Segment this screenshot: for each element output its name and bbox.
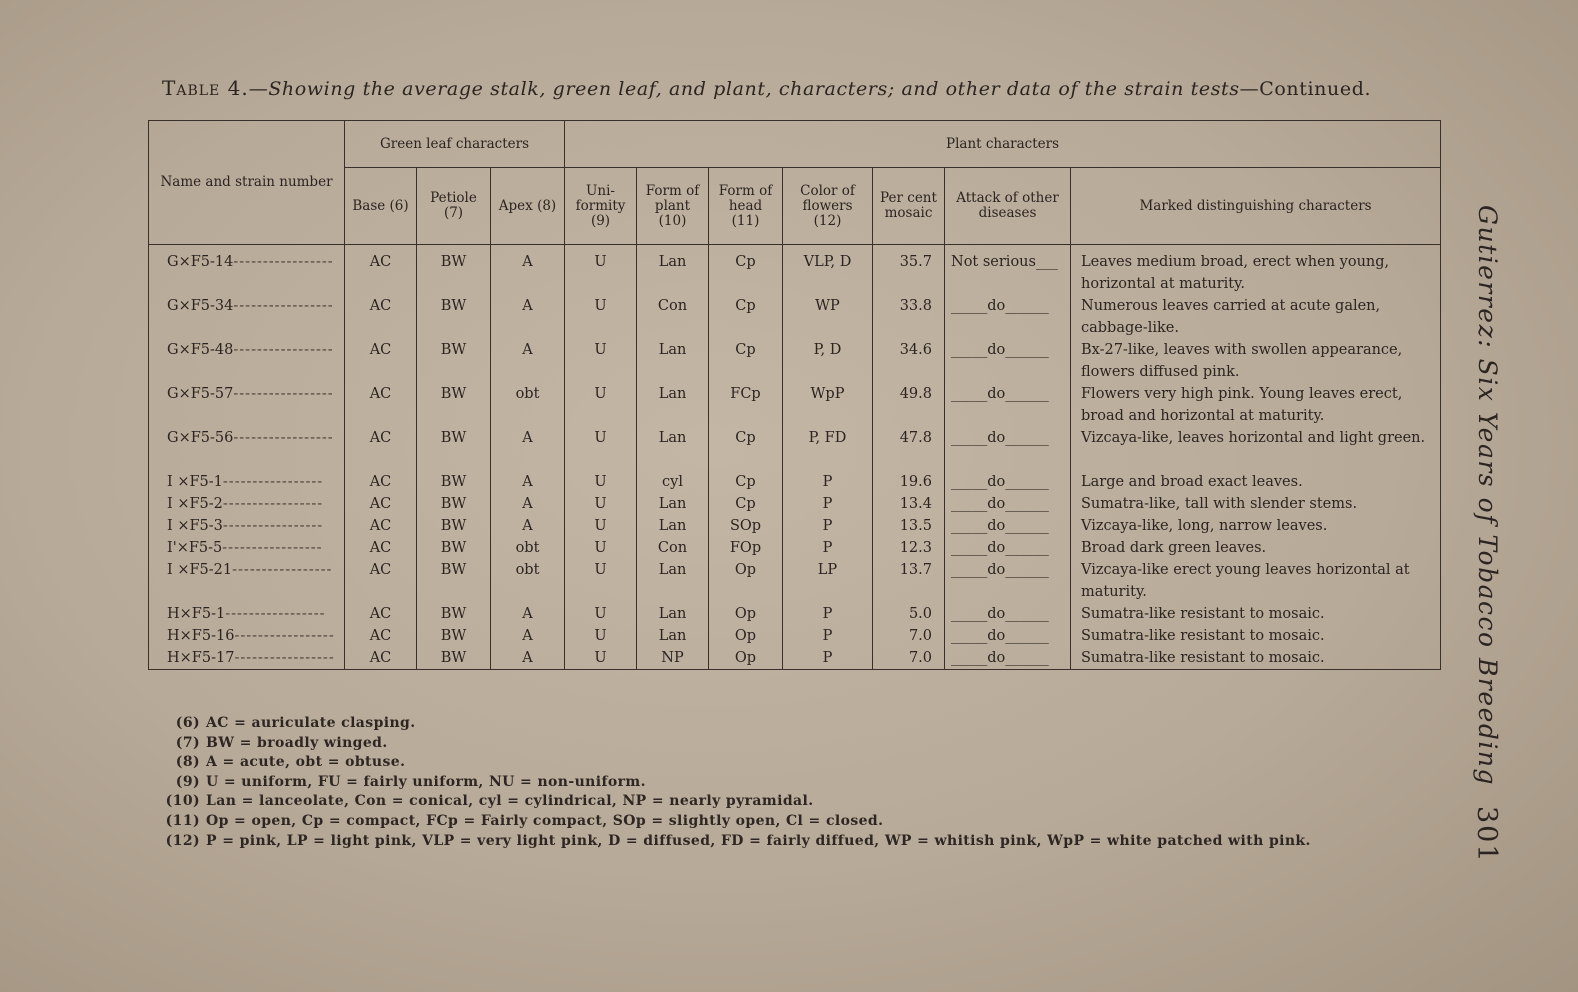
strain-table-wrapper xyxy=(148,120,1440,670)
cell-uniformity: U xyxy=(565,603,637,625)
table-row xyxy=(149,537,1441,559)
cell-attack: _____do______ xyxy=(945,537,1071,559)
cell-form-plant: Con xyxy=(637,537,709,559)
cell-name: I'×F5-5 ----- xyxy=(149,537,345,559)
footnote-text: Op = open, Cp = compact, FCp = Fairly compact, SOp = slightly open, Cl = closed. xyxy=(206,812,884,829)
cell-petiole: BW xyxy=(417,383,491,427)
cell-form-head: Cp xyxy=(709,493,783,515)
footnote xyxy=(160,812,1420,832)
cell-mosaic: 12.3 xyxy=(873,537,945,559)
cell-color: P xyxy=(783,603,873,625)
footnote-text: P = pink, LP = light pink, VLP = very light pink, D = diffused, FD = fairly diffued, WP = whitish pink, WpP = white patched with pink. xyxy=(206,832,1311,849)
cell-base: AC xyxy=(345,295,417,339)
cell-form-head: FOp xyxy=(709,537,783,559)
cell-name: G×F5-56 ----- xyxy=(149,427,345,471)
cell-marked: Numerous leaves carried at acute galen, cabbage-like. xyxy=(1071,295,1441,339)
cell-form-head: Cp xyxy=(709,427,783,471)
caption-lead: Table 4. xyxy=(162,76,249,100)
header-petiole: Petiole (7) xyxy=(417,168,491,245)
cell-marked: Flowers very high pink. Young leaves erect, broad and horizontal at maturity. xyxy=(1071,383,1441,427)
cell-attack: _____do______ xyxy=(945,515,1071,537)
cell-color: P, D xyxy=(783,339,873,383)
cell-uniformity: U xyxy=(565,647,637,670)
cell-attack: _____do______ xyxy=(945,427,1071,471)
cell-marked: Sumatra-like, tall with slender stems. xyxy=(1071,493,1441,515)
cell-mosaic: 47.8 xyxy=(873,427,945,471)
cell-name: I ×F5-3 ----- xyxy=(149,515,345,537)
cell-uniformity: U xyxy=(565,471,637,493)
cell-form-plant: Lan xyxy=(637,245,709,296)
cell-apex: A xyxy=(491,339,565,383)
cell-uniformity: U xyxy=(565,383,637,427)
header-form-head: Form of head (11) xyxy=(709,168,783,245)
footnote-number: (11) xyxy=(165,812,200,829)
table-row xyxy=(149,625,1441,647)
cell-mosaic: 34.6 xyxy=(873,339,945,383)
cell-marked: Sumatra-like resistant to mosaic. xyxy=(1071,603,1441,625)
cell-mosaic: 19.6 xyxy=(873,471,945,493)
footnote-number: (9) xyxy=(175,773,200,790)
header-green-leaf-group: Green leaf characters xyxy=(345,121,565,168)
footnote-text: Lan = lanceolate, Con = conical, cyl = cylindrical, NP = nearly pyramidal. xyxy=(206,793,814,810)
header-apex: Apex (8) xyxy=(491,168,565,245)
cell-uniformity: U xyxy=(565,493,637,515)
cell-mosaic: 33.8 xyxy=(873,295,945,339)
cell-mosaic: 13.5 xyxy=(873,515,945,537)
footnote-text: U = uniform, FU = fairly uniform, NU = non-uniform. xyxy=(206,773,646,790)
cell-mosaic: 35.7 xyxy=(873,245,945,296)
cell-attack: Not serious___ xyxy=(945,245,1071,296)
table-row xyxy=(149,515,1441,537)
cell-color: P xyxy=(783,493,873,515)
cell-color: WP xyxy=(783,295,873,339)
cell-form-head: Op xyxy=(709,647,783,670)
cell-mosaic: 13.4 xyxy=(873,493,945,515)
cell-apex: A xyxy=(491,625,565,647)
cell-form-head: Op xyxy=(709,559,783,603)
cell-base: AC xyxy=(345,427,417,471)
footnote xyxy=(160,773,1420,793)
cell-color: P xyxy=(783,537,873,559)
cell-marked: Sumatra-like resistant to mosaic. xyxy=(1071,647,1441,670)
header-name: Name and strain number xyxy=(149,121,345,245)
cell-apex: obt xyxy=(491,559,565,603)
cell-form-head: Cp xyxy=(709,295,783,339)
cell-attack: _____do______ xyxy=(945,625,1071,647)
footnote-text: A = acute, obt = obtuse. xyxy=(206,754,406,771)
header-uniformity: Uni- formity (9) xyxy=(565,168,637,245)
cell-marked: Leaves medium broad, erect when young, horizontal at maturity. xyxy=(1071,245,1441,296)
cell-form-head: Cp xyxy=(709,339,783,383)
cell-base: AC xyxy=(345,603,417,625)
page-number: 301 xyxy=(1471,806,1502,864)
caption-tail: Continued. xyxy=(1259,78,1372,100)
cell-petiole: BW xyxy=(417,647,491,670)
cell-apex: obt xyxy=(491,383,565,427)
cell-form-plant: Con xyxy=(637,295,709,339)
cell-color: P xyxy=(783,515,873,537)
cell-marked: Bx-27-like, leaves with swollen appearance, flowers diffused pink. xyxy=(1071,339,1441,383)
page-number-container xyxy=(1462,806,1502,866)
cell-mosaic: 7.0 xyxy=(873,625,945,647)
cell-apex: A xyxy=(491,647,565,670)
cell-base: AC xyxy=(345,537,417,559)
cell-name: G×F5-48 ----- xyxy=(149,339,345,383)
cell-petiole: BW xyxy=(417,493,491,515)
footnote xyxy=(160,734,1420,754)
footnote-text: BW = broadly winged. xyxy=(206,734,388,751)
cell-base: AC xyxy=(345,471,417,493)
table-row xyxy=(149,493,1441,515)
header-plant-group: Plant characters xyxy=(565,121,1441,168)
cell-petiole: BW xyxy=(417,625,491,647)
cell-attack: _____do______ xyxy=(945,559,1071,603)
cell-color: WpP xyxy=(783,383,873,427)
cell-apex: A xyxy=(491,245,565,296)
cell-form-head: Cp xyxy=(709,245,783,296)
header-base: Base (6) xyxy=(345,168,417,245)
cell-uniformity: U xyxy=(565,339,637,383)
cell-uniformity: U xyxy=(565,515,637,537)
cell-color: LP xyxy=(783,559,873,603)
cell-marked: Vizcaya-like, leaves horizontal and light green. xyxy=(1071,427,1441,471)
cell-apex: A xyxy=(491,427,565,471)
cell-name: G×F5-34 ----- xyxy=(149,295,345,339)
cell-form-plant: Lan xyxy=(637,493,709,515)
cell-petiole: BW xyxy=(417,559,491,603)
cell-form-plant: Lan xyxy=(637,559,709,603)
cell-base: AC xyxy=(345,245,417,296)
footnote-number: (12) xyxy=(165,832,200,849)
cell-base: AC xyxy=(345,383,417,427)
table-row xyxy=(149,383,1441,427)
cell-marked: Vizcaya-like erect young leaves horizontal at maturity. xyxy=(1071,559,1441,603)
cell-form-head: Cp xyxy=(709,471,783,493)
cell-apex: A xyxy=(491,515,565,537)
cell-uniformity: U xyxy=(565,295,637,339)
cell-color: P xyxy=(783,647,873,670)
cell-apex: obt xyxy=(491,537,565,559)
footnote xyxy=(160,832,1420,852)
strain-table xyxy=(148,120,1441,670)
cell-name: G×F5-14 ----- xyxy=(149,245,345,296)
cell-base: AC xyxy=(345,339,417,383)
cell-marked: Vizcaya-like, long, narrow leaves. xyxy=(1071,515,1441,537)
cell-form-plant: Lan xyxy=(637,383,709,427)
cell-base: AC xyxy=(345,493,417,515)
table-row xyxy=(149,339,1441,383)
cell-base: AC xyxy=(345,515,417,537)
cell-attack: _____do______ xyxy=(945,295,1071,339)
cell-name: I ×F5-2 ----- xyxy=(149,493,345,515)
cell-uniformity: U xyxy=(565,427,637,471)
cell-petiole: BW xyxy=(417,295,491,339)
cell-form-plant: Lan xyxy=(637,339,709,383)
cell-marked: Large and broad exact leaves. xyxy=(1071,471,1441,493)
header-marked: Marked distinguishing characters xyxy=(1071,168,1441,245)
footnote-number: (6) xyxy=(175,715,200,731)
cell-name: I ×F5-21 ----- xyxy=(149,559,345,603)
cell-base: AC xyxy=(345,559,417,603)
cell-apex: A xyxy=(491,295,565,339)
table-row xyxy=(149,295,1441,339)
cell-color: P xyxy=(783,471,873,493)
cell-attack: _____do______ xyxy=(945,383,1071,427)
cell-petiole: BW xyxy=(417,427,491,471)
cell-petiole: BW xyxy=(417,339,491,383)
cell-petiole: BW xyxy=(417,537,491,559)
cell-petiole: BW xyxy=(417,603,491,625)
cell-uniformity: U xyxy=(565,559,637,603)
header-color-flowers: Color of flowers (12) xyxy=(783,168,873,245)
footnotes xyxy=(160,714,1420,851)
cell-petiole: BW xyxy=(417,471,491,493)
table-row xyxy=(149,427,1441,471)
running-head: Gutierrez: Six Years of Tobacco Breeding xyxy=(1473,205,1502,787)
cell-color: VLP, D xyxy=(783,245,873,296)
table-row xyxy=(149,245,1441,296)
cell-petiole: BW xyxy=(417,245,491,296)
cell-form-plant: Lan xyxy=(637,625,709,647)
cell-petiole: BW xyxy=(417,515,491,537)
footnote-number: (7) xyxy=(175,734,200,751)
cell-base: AC xyxy=(345,625,417,647)
footnote-text: AC = auriculate clasping. xyxy=(206,715,416,731)
cell-name: H×F5-1 ----- xyxy=(149,603,345,625)
cell-form-head: FCp xyxy=(709,383,783,427)
table-row xyxy=(149,559,1441,603)
cell-name: H×F5-16 ----- xyxy=(149,625,345,647)
cell-base: AC xyxy=(345,647,417,670)
cell-color: P, FD xyxy=(783,427,873,471)
cell-form-head: SOp xyxy=(709,515,783,537)
cell-form-head: Op xyxy=(709,625,783,647)
header-mosaic: Per cent mosaic xyxy=(873,168,945,245)
cell-form-head: Op xyxy=(709,603,783,625)
footnote xyxy=(160,792,1420,812)
table-row xyxy=(149,471,1441,493)
table-row xyxy=(149,647,1441,670)
cell-marked: Sumatra-like resistant to mosaic. xyxy=(1071,625,1441,647)
cell-name: G×F5-57 ----- xyxy=(149,383,345,427)
cell-color: P xyxy=(783,625,873,647)
cell-apex: A xyxy=(491,471,565,493)
cell-attack: _____do______ xyxy=(945,493,1071,515)
cell-uniformity: U xyxy=(565,625,637,647)
caption-italic: Showing the average stalk, green leaf, and plant, characters; and other data of the strain tests xyxy=(268,78,1240,100)
cell-attack: _____do______ xyxy=(945,471,1071,493)
footnote-number: (10) xyxy=(165,793,200,810)
cell-name: H×F5-17 ----- xyxy=(149,647,345,670)
cell-name: I ×F5-1 ----- xyxy=(149,471,345,493)
cell-apex: A xyxy=(491,493,565,515)
cell-form-plant: cyl xyxy=(637,471,709,493)
cell-mosaic: 7.0 xyxy=(873,647,945,670)
cell-attack: _____do______ xyxy=(945,603,1071,625)
cell-marked: Broad dark green leaves. xyxy=(1071,537,1441,559)
table-caption: Table 4.—Showing the average stalk, green leaf, and plant, characters; and other data of the strain tests—Continued. xyxy=(162,76,1372,100)
cell-mosaic: 49.8 xyxy=(873,383,945,427)
cell-form-plant: NP xyxy=(637,647,709,670)
cell-attack: _____do______ xyxy=(945,339,1071,383)
table-row xyxy=(149,603,1441,625)
table-body xyxy=(149,245,1441,670)
running-head-container xyxy=(1462,205,1502,787)
footnote xyxy=(160,714,1420,734)
cell-apex: A xyxy=(491,603,565,625)
header-attack: Attack of other diseases xyxy=(945,168,1071,245)
cell-form-plant: Lan xyxy=(637,427,709,471)
footnote-number: (8) xyxy=(175,754,200,771)
cell-form-plant: Lan xyxy=(637,515,709,537)
cell-uniformity: U xyxy=(565,245,637,296)
cell-uniformity: U xyxy=(565,537,637,559)
header-form-plant: Form of plant (10) xyxy=(637,168,709,245)
cell-form-plant: Lan xyxy=(637,603,709,625)
cell-mosaic: 5.0 xyxy=(873,603,945,625)
cell-attack: _____do______ xyxy=(945,647,1071,670)
footnote xyxy=(160,753,1420,773)
cell-mosaic: 13.7 xyxy=(873,559,945,603)
